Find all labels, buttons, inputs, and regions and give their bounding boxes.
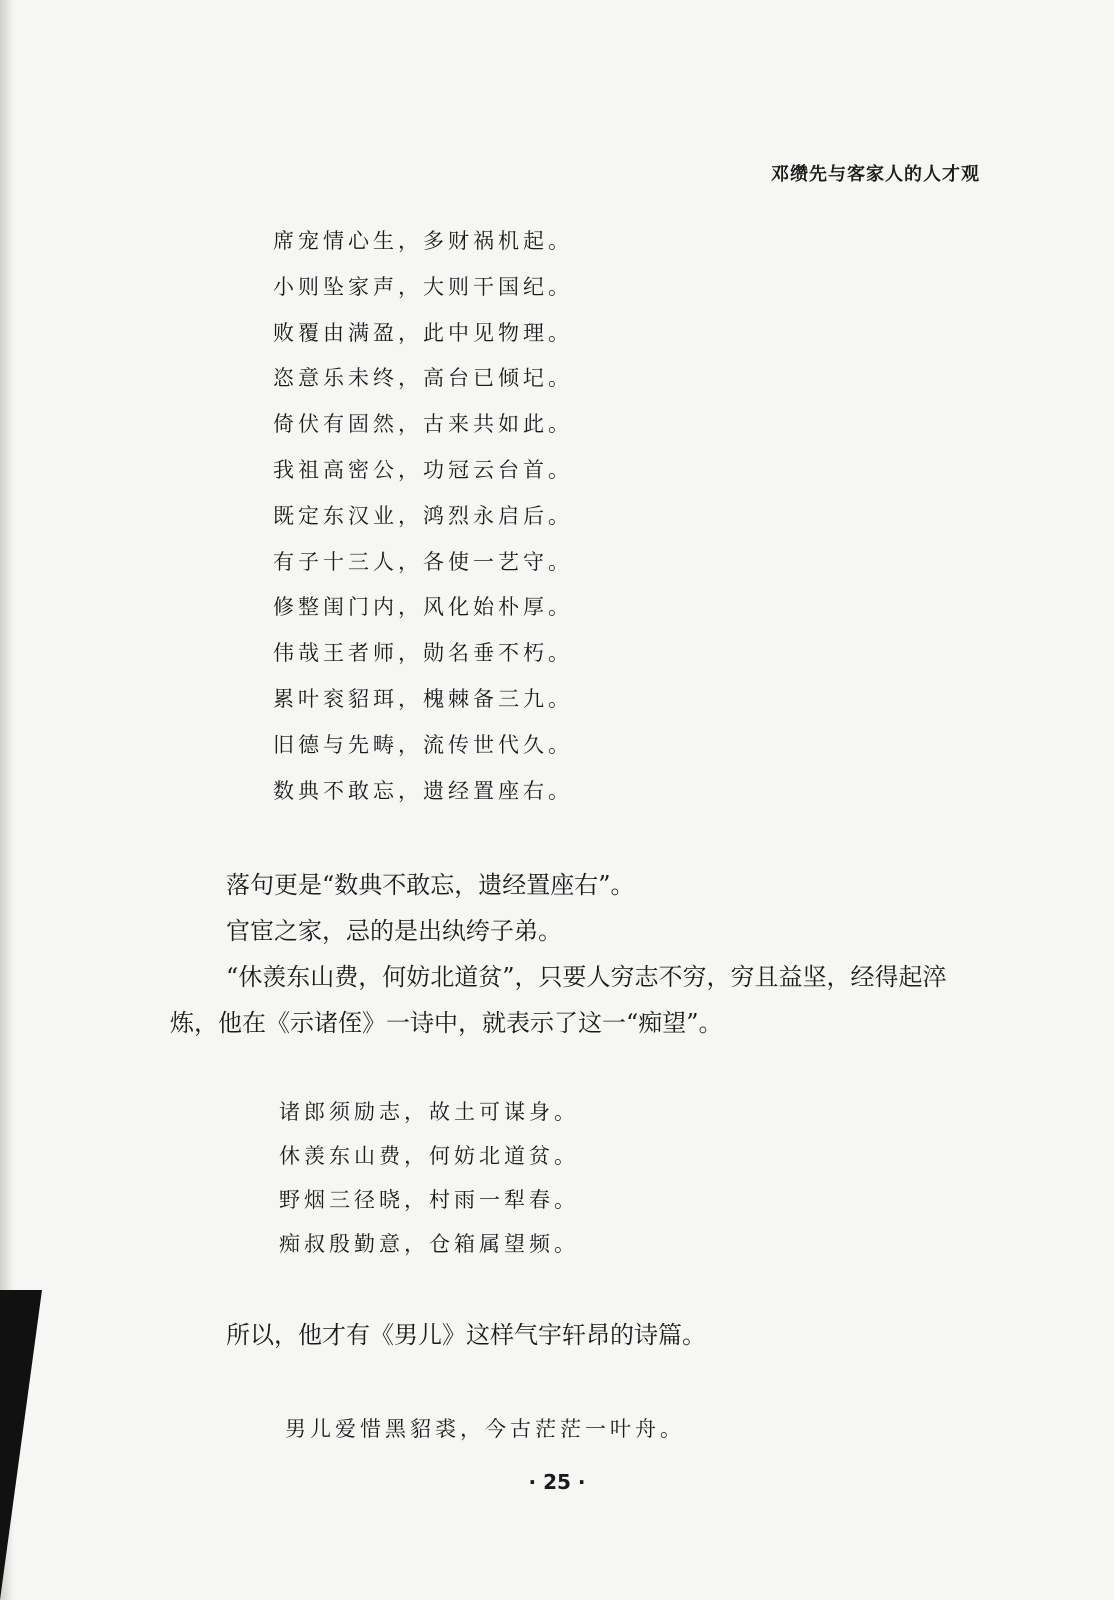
poem-line: 野烟三径晓，村雨一犁春。: [279, 1188, 579, 1212]
poem-line: 痴叔殷勤意，仓箱属望频。: [279, 1232, 579, 1256]
running-header: 邓缵先与客家人的人才观: [771, 164, 980, 185]
prose-block-1: [170, 862, 990, 1046]
poem-line: 旧德与先畴，流传世代久。: [273, 732, 573, 757]
poem-line: 修整闺门内，风化始朴厚。: [273, 595, 573, 620]
paragraph: “休羡东山费，何妨北道贫”，只要人穷志不穷，穷且益坚，经得起淬炼，他在《示诸侄》一诗中，就表示了这一“痴望”。: [170, 963, 947, 1037]
poem-line: 男儿爱惜黑貂裘，今古茫茫一叶舟。: [285, 1417, 685, 1441]
paragraph: 官宦之家，忌的是出纨绔子弟。: [226, 917, 562, 945]
poem-line: 倚伏有固然，古来共如此。: [273, 412, 573, 437]
paragraph: 落句更是“数典不敢忘，遗经置座右”。: [226, 871, 635, 899]
poem-line: 我祖高密公，功冠云台首。: [273, 457, 573, 482]
poem-block-2: [279, 1097, 579, 1273]
poem-line: 诸郎须励志，故土可谋身。: [279, 1100, 579, 1124]
torn-page-corner: [0, 1290, 42, 1600]
poem-line: 小则坠家声，大则干国纪。: [273, 274, 573, 299]
poem-line: 累叶衮貂珥，槐棘备三九。: [273, 686, 573, 711]
poem-line: 败覆由满盈，此中见物理。: [273, 320, 573, 345]
poem-line: 数典不敢忘，遗经置座右。: [273, 778, 573, 803]
poem-line: 休羡东山费，何妨北道贫。: [279, 1144, 579, 1168]
poem-block-1: [273, 226, 573, 821]
prose-block-2: [170, 1312, 990, 1358]
poem-block-3: [285, 1413, 685, 1443]
poem-line: 席宠情心生，多财祸机起。: [273, 229, 573, 253]
poem-line: 既定东汉业，鸿烈永启后。: [273, 503, 573, 528]
poem-line: 伟哉王者师，勋名垂不朽。: [273, 641, 573, 666]
poem-line: 恣意乐未终，高台已倾圮。: [273, 366, 573, 391]
poem-line: 有子十三人，各使一艺守。: [273, 549, 573, 574]
page-number: · 25 ·: [528, 1470, 586, 1494]
paragraph: 所以，他才有《男儿》这样气宇轩昂的诗篇。: [226, 1321, 706, 1349]
